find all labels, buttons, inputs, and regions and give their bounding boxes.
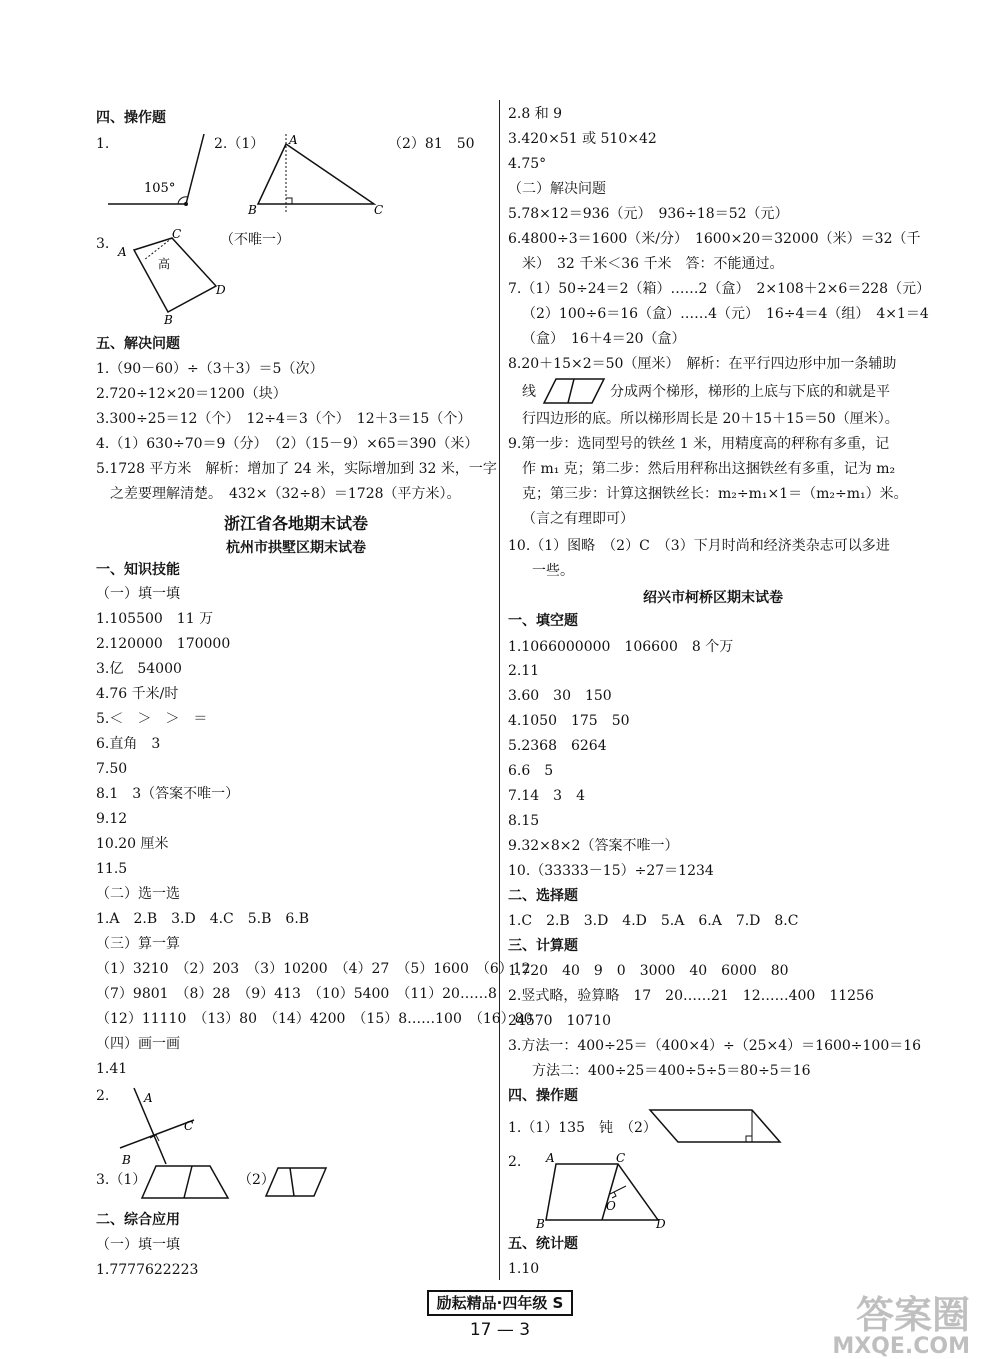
question-number: （2）: [238, 1172, 275, 1188]
answer-line: 3.300÷25＝12（个） 12÷4＝3（个） 12＋3＝15（个）: [96, 411, 472, 427]
exam-title: 浙江省各地期末试卷: [223, 514, 368, 533]
answer-line: 7.50: [96, 761, 128, 777]
answer-line: 5.＜ ＞ ＞ ＝: [96, 711, 208, 727]
parallelogram-figure: [264, 1164, 330, 1200]
answer-line: 1.720 40 9 0 3000 40 6000 80: [508, 963, 789, 979]
answer-line: 克；第三步：计算这捆铁丝长：m₂÷m₁×1＝（m₂÷m₁）米。: [522, 486, 908, 502]
sub-heading: （二）选一选: [96, 886, 180, 902]
answer-line: 4.75°: [508, 156, 547, 172]
answer-line: 6.6 5: [508, 763, 554, 779]
sub-heading: （二）解决问题: [508, 181, 606, 197]
answer-line: （言之有理即可）: [522, 511, 634, 527]
answer-line: 8.20＋15×2＝50（厘米） 解析：在平行四边形中加一条辅助: [508, 356, 897, 372]
column-divider: [499, 100, 500, 1280]
sub-heading: （三）算一算: [96, 936, 180, 952]
brand-label: 励耘精品·四年级 S: [427, 1290, 574, 1316]
point-label: O: [606, 1199, 616, 1213]
answer-line: 之差要理解清楚。 432×（32÷8）＝1728（平方米）。: [110, 486, 461, 502]
sub-heading: （一）填一填: [96, 586, 180, 602]
answer-line: 3.60 30 150: [508, 688, 612, 704]
page-number: 17 — 3: [469, 1320, 531, 1340]
vertex-label: B: [164, 313, 173, 326]
vertex-label: A: [289, 133, 298, 147]
question-number: 2.: [96, 1088, 110, 1104]
answer-line: （盒） 16＋4＝20（盒）: [522, 331, 686, 347]
answer-text: （2）81 50: [388, 136, 475, 152]
section-heading: 一、填空题: [508, 613, 578, 629]
answer-line: 10.（33333－15）÷27＝1234: [508, 863, 714, 879]
answer-line: 9.32×8×2（答案不唯一）: [508, 838, 679, 854]
question-number: 3.: [96, 236, 110, 252]
exam-subtitle: 杭州市拱墅区期末试卷: [226, 540, 366, 556]
vertex-label: D: [216, 283, 226, 297]
answer-line: 3.亿 54000: [96, 661, 182, 677]
answer-line: 2.竖式略，验算略 17 20……21 12……400 11256: [508, 988, 874, 1004]
vertex-label: B: [536, 1217, 545, 1231]
answer-line: 7.（1）50÷24＝2（箱）……2（盒） 2×108＋2×6＝228（元）: [508, 281, 931, 297]
answer-line: 米） 32 千米＜36 千米 答：不能通过。: [522, 256, 784, 272]
trapezoid-figure: [138, 1162, 232, 1202]
answer-line: 2.11: [508, 663, 540, 679]
parallelogram-aux-figure: [542, 376, 606, 406]
answer-line: 分成两个梯形，梯形的上底与下底的和就是平: [610, 384, 890, 400]
perpendicular-lines-figure: [114, 1084, 204, 1166]
section-heading: 二、综合应用: [96, 1212, 180, 1228]
answer-line: 9.12: [96, 811, 128, 827]
section-heading: 一、知识技能: [96, 562, 180, 578]
answer-line: 8.1 3（答案不唯一）: [96, 786, 240, 802]
answer-line: 线: [522, 384, 536, 400]
answer-line: 3.方法一：400÷25＝（400×4）÷（25×4）＝1600÷100＝16: [508, 1038, 922, 1054]
answer-line: 1.A 2.B 3.D 4.C 5.B 6.B: [96, 911, 310, 927]
watermark-url: MXQE.COM: [832, 1334, 970, 1359]
section-heading: 三、计算题: [508, 938, 578, 954]
answer-line: 2.720÷12×20＝1200（块）: [96, 386, 287, 402]
trapezoid-o-figure: [534, 1150, 674, 1234]
vertex-label: A: [546, 1151, 555, 1165]
section-heading: 四、操作题: [96, 110, 166, 126]
point-label: C: [184, 1119, 194, 1133]
answer-line: 4.（1）630÷70＝9（分） （2）（15－9）×65＝390（米）: [96, 436, 479, 452]
answer-line: 6.直角 3: [96, 736, 161, 752]
answer-line: 一些。: [532, 563, 574, 579]
vertex-label: C: [374, 203, 384, 217]
answer-line: 4.76 千米/时: [96, 686, 179, 702]
answer-line: 5.78×12＝936（元） 936÷18＝52（元）: [508, 206, 789, 222]
exam-subtitle: 绍兴市柯桥区期末试卷: [643, 590, 783, 606]
answer-line: 24570 10710: [508, 1013, 612, 1029]
parallelogram-height-figure: [648, 1106, 784, 1146]
answer-line: 作 m₁ 克；第二步：然后用秤称出这捆铁丝有多重，记为 m₂: [522, 461, 896, 477]
answer-line: 8.15: [508, 813, 540, 829]
vertex-label: D: [656, 1217, 666, 1231]
answer-line: 方法二：400÷25＝400÷5÷5＝80÷5＝16: [532, 1063, 811, 1079]
answer-line: 2.8 和 9: [508, 106, 563, 122]
question-number: 2.（1）: [214, 136, 265, 152]
answer-line: 1.7777622223: [96, 1262, 199, 1278]
answer-line: 1.（90－60）÷（3＋3）＝5（次）: [96, 361, 324, 377]
answer-line: 10.20 厘米: [96, 836, 169, 852]
answer-line: （7）9801 （8）28 （9）413 （10）5400 （11）20……8: [96, 986, 497, 1002]
answer-line: 4.1050 175 50: [508, 713, 630, 729]
answer-line: 1.1066000000 106600 8 个万: [508, 639, 734, 655]
answer-line: 9.第一步：选同型号的铁丝 1 米，用精度高的秤称有多重，记: [508, 436, 890, 452]
answer-line: 5.1728 平方米 解析：增加了 24 米，实际增加到 32 米，一字: [96, 461, 497, 477]
quadrilateral-figure: [108, 228, 228, 326]
section-heading: 五、解决问题: [96, 336, 180, 352]
section-heading: 二、选择题: [508, 888, 578, 904]
height-label: 高: [158, 257, 171, 271]
note-text: （不唯一）: [220, 232, 290, 248]
vertex-label: C: [172, 228, 182, 241]
answer-line: 6.4800÷3＝1600（米/分） 1600×20＝32000（米）＝32（千: [508, 231, 921, 247]
answer-line: 1.10: [508, 1261, 540, 1277]
answer-line: 1.C 2.B 3.D 4.D 5.A 6.A 7.D 8.C: [508, 913, 799, 929]
section-heading: 四、操作题: [508, 1088, 578, 1104]
answer-line: 7.14 3 4: [508, 788, 585, 804]
answer-line: 3.420×51 或 510×42: [508, 131, 657, 147]
point-label: A: [144, 1091, 153, 1105]
sub-heading: （一）填一填: [96, 1237, 180, 1253]
vertex-label: A: [118, 245, 127, 259]
answer-line: （1）3210 （2）203 （3）10200 （4）27 （5）1600 （6）12: [96, 961, 531, 977]
vertex-label: B: [248, 203, 257, 217]
answer-line: （2）100÷6＝16（盒）……4（元） 16÷4＝4（组） 4×1＝4: [522, 306, 929, 322]
angle-figure: [108, 132, 218, 212]
question-number: 3.（1）: [96, 1172, 147, 1188]
vertex-label: C: [616, 1151, 626, 1165]
watermark: [832, 1295, 970, 1359]
answer-line: 1.（1）135 钝 （2）: [508, 1120, 657, 1136]
triangle-figure: [246, 132, 386, 218]
answer-line: 11.5: [96, 861, 128, 877]
answer-line: 5.2368 6264: [508, 738, 607, 754]
sub-heading: （四）画一画: [96, 1036, 180, 1052]
answer-line: 行四边形的底。所以梯形周长是 20＋15＋15＝50（厘米）。: [522, 411, 899, 427]
answer-line: 1.41: [96, 1061, 128, 1077]
answer-line: 2.120000 170000: [96, 636, 231, 652]
section-heading: 五、统计题: [508, 1236, 578, 1252]
answer-line: 10.（1）图略 （2）C （3）下月时尚和经济类杂志可以多进: [508, 538, 890, 554]
question-number: 2.: [508, 1154, 522, 1170]
point-label: B: [122, 1153, 131, 1166]
answer-line: 1.105500 11 万: [96, 611, 214, 627]
angle-label: 105°: [144, 181, 176, 196]
watermark-text: 答案圈: [855, 1293, 970, 1337]
answer-line: （12）11110 （13）80 （14）4200 （15）8……100 （16）80: [96, 1011, 533, 1027]
question-number: 1.: [96, 136, 110, 152]
